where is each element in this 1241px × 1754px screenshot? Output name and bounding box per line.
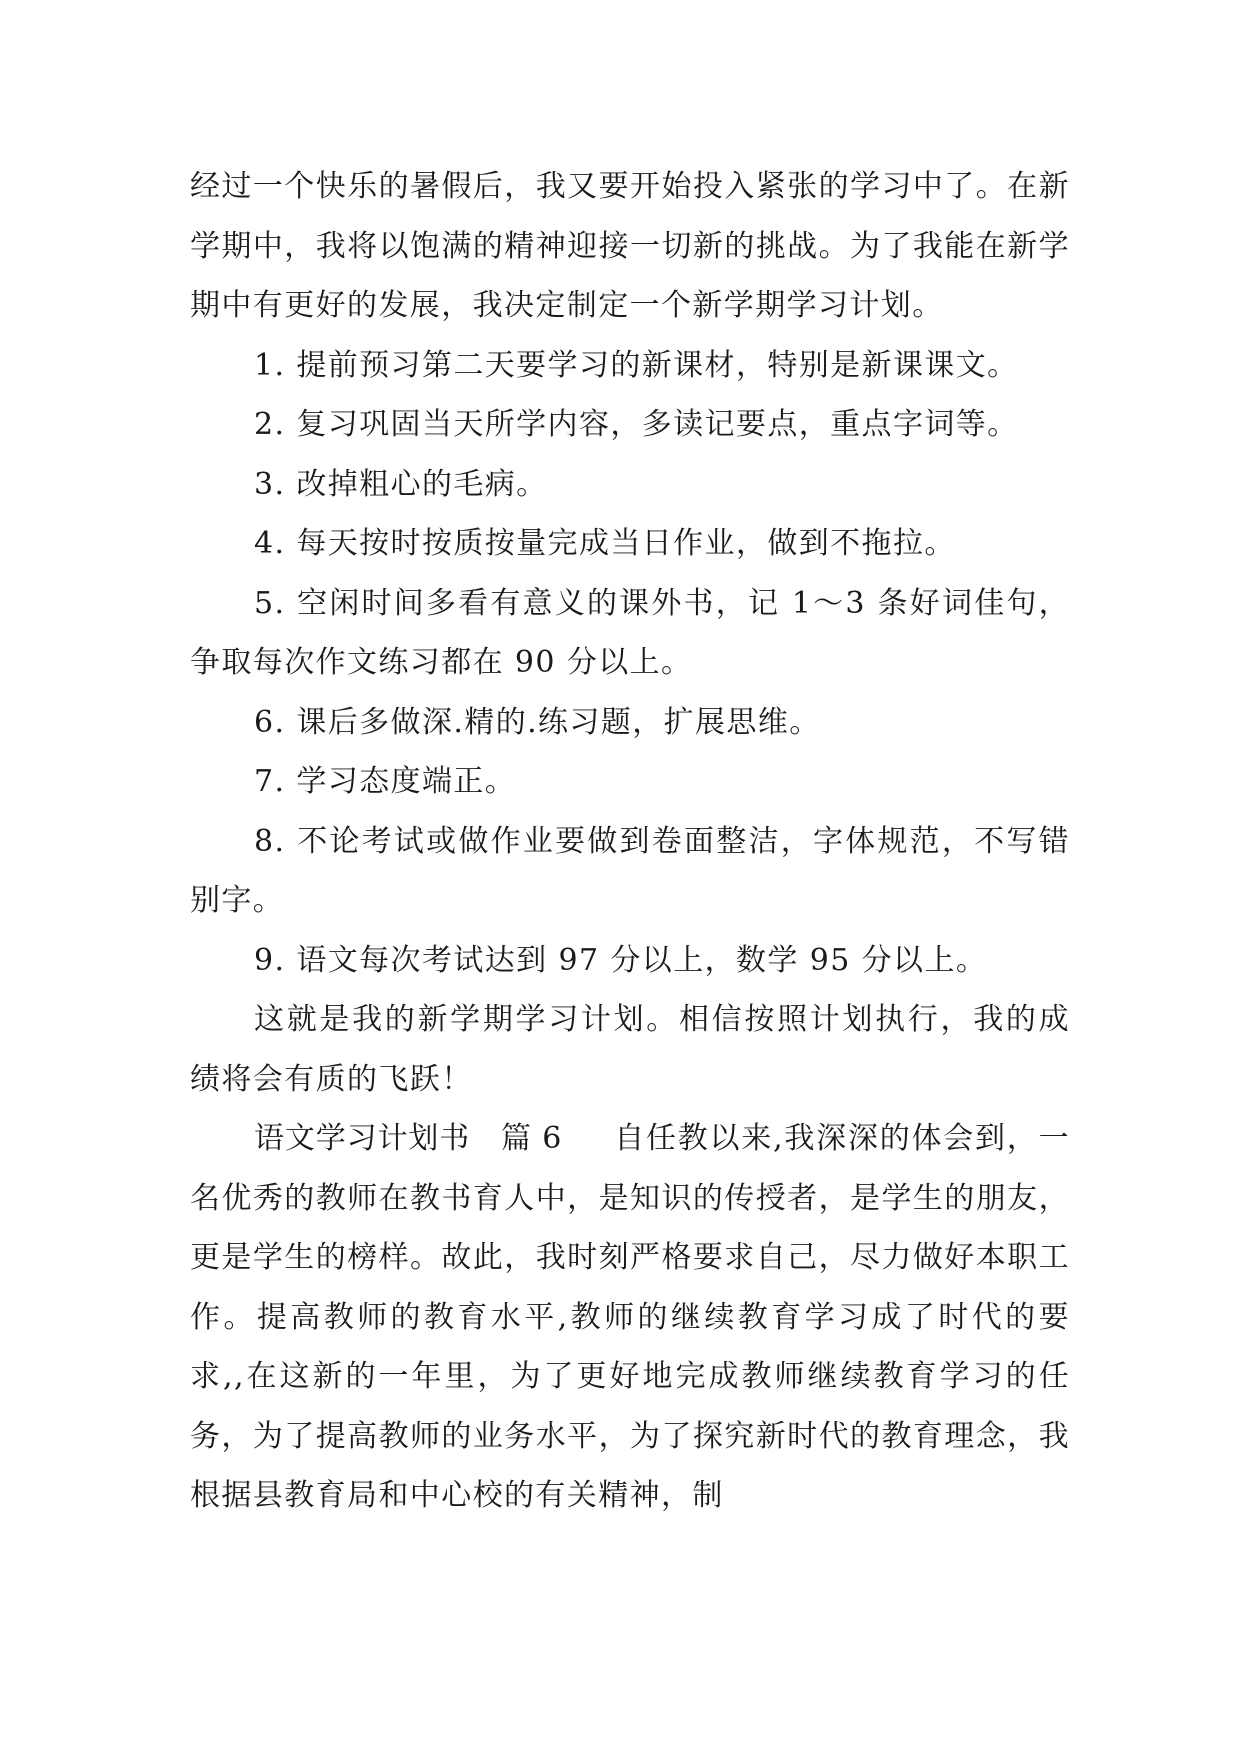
conclusion-paragraph: 这就是我的新学期学习计划。相信按照计划执行，我的成绩将会有质的飞跃！ <box>190 1002 1070 1097</box>
plan-item-9: 9. 语文每次考试达到 97 分以上，数学 95 分以上。 <box>254 942 988 978</box>
plan-item-6: 6. 课后多做深.精的.练习题，扩展思维。 <box>254 704 821 740</box>
plan-item-8: 8. 不论考试或做作业要做到卷面整洁，字体规范，不写错别字。 <box>190 823 1070 918</box>
plan-item-7: 7. 学习态度端正。 <box>254 764 517 799</box>
intro-paragraph: 经过一个快乐的暑假后，我又要开始投入紧张的学习中了。在新学期中，我将以饱满的精神迎接一切新的挑战。为了我能在新学期中有更好的发展，我决定制定一个新学期学习计划。 <box>190 169 1070 323</box>
section-heading: 语文学习计划书 篇 6 <box>254 1121 562 1156</box>
plan-item-2: 2. 复习巩固当天所学内容，多读记要点，重点字词等。 <box>254 407 1019 442</box>
plan-item-5: 5. 空闲时间多看有意义的课外书，记 1～3 条好词佳句，争取每次作文练习都在 90 分以上。 <box>190 585 1070 680</box>
section-text: 自任教以来,我深深的体会到，一名优秀的教师在教书育人中，是知识的传授者，是学生的朋友，更是学生的榜样。故此，我时刻严格要求自己，尽力做好本职工作。提高教师的教育水平,教师的继续教育学习成了时代的要求,,在这新的一年里，为了更好地完成教师继续教育学习的任务，为了提高教师的业务水平，为了探究新时代的教育理念，我根据县教育局和中心校的有关精神，制 <box>190 1121 1070 1513</box>
section-paragraph <box>190 1109 1070 1526</box>
plan-item-1: 1. 提前预习第二天要学习的新课材，特别是新课课文。 <box>254 347 1019 383</box>
plan-item-3: 3. 改掉粗心的毛病。 <box>254 466 548 502</box>
document-body <box>190 157 1070 1526</box>
plan-item-4: 4. 每天按时按质按量完成当日作业，做到不拖拉。 <box>254 526 956 561</box>
